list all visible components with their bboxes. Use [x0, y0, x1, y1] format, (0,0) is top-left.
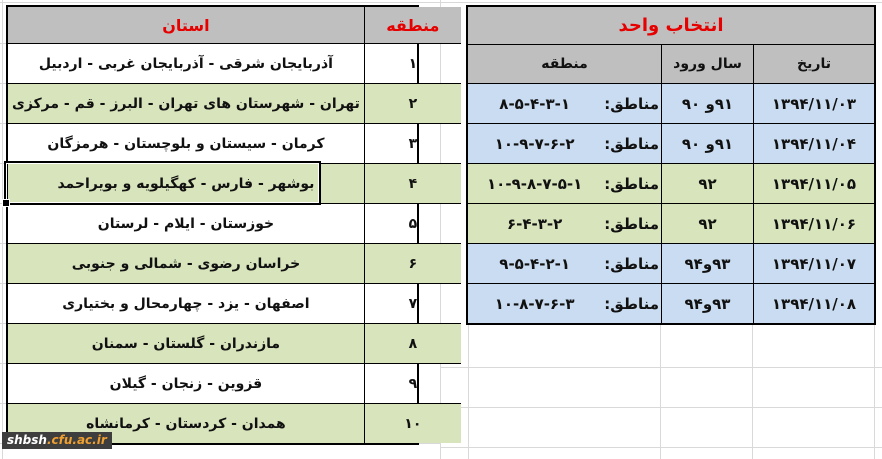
- regions-label: مناطق:: [604, 294, 659, 313]
- gridline: [468, 325, 469, 459]
- date-cell[interactable]: ۱۳۹۴/۱۱/۰۳: [753, 83, 874, 123]
- gridline: [874, 325, 875, 459]
- entry-year-header-cell[interactable]: سال ورود: [661, 44, 753, 83]
- regions-numbers: ۹-۵-۴-۲-۱: [499, 254, 570, 273]
- site-watermark: [2, 432, 112, 449]
- date-cell[interactable]: ۱۳۹۴/۱۱/۰۷: [753, 243, 874, 283]
- gridline: [752, 325, 753, 459]
- regions-cell[interactable]: [468, 163, 661, 203]
- entry-year-cell[interactable]: ۹۲: [661, 163, 753, 203]
- entry-year-cell[interactable]: ۹۲: [661, 203, 753, 243]
- regions-numbers: ۱۰-۸-۷-۶-۳: [494, 294, 575, 313]
- regions-label: مناطق:: [604, 254, 659, 273]
- regions-label: مناطق:: [604, 94, 659, 113]
- entry-year-cell[interactable]: ۹۰ و۹۱: [661, 123, 753, 163]
- region-number-cell[interactable]: ۳: [364, 123, 461, 163]
- gridline: [2, 0, 3, 459]
- region-number-cell[interactable]: ۸: [364, 323, 461, 363]
- selected-cell-outline: [4, 161, 321, 205]
- date-cell[interactable]: ۱۳۹۴/۱۱/۰۵: [753, 163, 874, 203]
- entry-year-cell[interactable]: ۹۰ و۹۱: [661, 83, 753, 123]
- regions-label: مناطق:: [604, 134, 659, 153]
- region-number-cell[interactable]: ۴: [364, 163, 461, 203]
- regions-cell[interactable]: [468, 83, 661, 123]
- region-column-header[interactable]: منطقه: [364, 7, 461, 43]
- date-cell[interactable]: ۱۳۹۴/۱۱/۰۸: [753, 283, 874, 323]
- region-header-cell[interactable]: منطقه: [468, 44, 661, 83]
- region-number-cell[interactable]: ۷: [364, 283, 461, 323]
- province-cell[interactable]: مازندران - گلستان - سمنان: [8, 323, 364, 363]
- province-cell[interactable]: قزوین - زنجان - گیلان: [8, 363, 364, 403]
- regions-cell[interactable]: [468, 203, 661, 243]
- gridline: [440, 407, 882, 408]
- province-cell[interactable]: خراسان رضوی - شمالی و جنوبی: [8, 243, 364, 283]
- entry-year-cell[interactable]: ۹۴و۹۳: [661, 283, 753, 323]
- regions-label: مناطق:: [604, 174, 659, 193]
- regions-numbers: ۱۰-۹-۸-۷-۵-۱: [487, 174, 583, 193]
- unit-selection-title[interactable]: انتخاب واحد: [468, 7, 874, 44]
- date-cell[interactable]: ۱۳۹۴/۱۱/۰۶: [753, 203, 874, 243]
- regions-numbers: ۱۰-۹-۷-۶-۲: [494, 134, 575, 153]
- date-cell[interactable]: ۱۳۹۴/۱۱/۰۴: [753, 123, 874, 163]
- gridline: [440, 447, 882, 448]
- date-header-cell[interactable]: تاریخ: [753, 44, 874, 83]
- province-cell-selected[interactable]: بوشهر - فارس - کهگیلویه و بویراحمد: [8, 163, 364, 203]
- regions-label: مناطق:: [604, 214, 659, 233]
- province-column-header[interactable]: استان: [8, 7, 364, 43]
- province-cell[interactable]: آذربایجان شرقی - آذربایجان غربی - اردبیل: [8, 43, 364, 83]
- regions-cell[interactable]: [468, 283, 661, 323]
- province-cell[interactable]: خوزستان - ایلام - لرستان: [8, 203, 364, 243]
- unit-selection-table: [466, 5, 876, 325]
- selection-fill-handle[interactable]: [2, 199, 10, 207]
- watermark-site-domain: .cfu.ac.ir: [46, 433, 107, 447]
- watermark-site-name: shbsh: [7, 433, 47, 447]
- entry-year-cell[interactable]: ۹۴و۹۳: [661, 243, 753, 283]
- province-region-table: [6, 5, 440, 445]
- gridline: [660, 325, 661, 459]
- regions-cell[interactable]: [468, 243, 661, 283]
- gridline: [0, 2, 882, 3]
- province-cell[interactable]: همدان - کردستان - کرمانشاه: [8, 403, 364, 443]
- province-cell[interactable]: کرمان - سیستان و بلوچستان - هرمزگان: [8, 123, 364, 163]
- province-cell[interactable]: تهران - شهرستان های تهران - البرز - قم - مرکزی: [8, 83, 364, 123]
- regions-cell[interactable]: [468, 123, 661, 163]
- region-number-cell[interactable]: ۱۰: [364, 403, 461, 443]
- regions-numbers: ۶-۴-۳-۲: [506, 214, 563, 233]
- region-number-cell[interactable]: ۶: [364, 243, 461, 283]
- province-cell[interactable]: اصفهان - یزد - چهارمحال و بختیاری: [8, 283, 364, 323]
- region-number-cell[interactable]: ۹: [364, 363, 461, 403]
- gridline: [440, 367, 882, 368]
- region-number-cell[interactable]: ۲: [364, 83, 461, 123]
- regions-numbers: ۸-۵-۴-۳-۱: [499, 94, 570, 113]
- region-number-cell[interactable]: ۵: [364, 203, 461, 243]
- region-number-cell[interactable]: ۱: [364, 43, 461, 83]
